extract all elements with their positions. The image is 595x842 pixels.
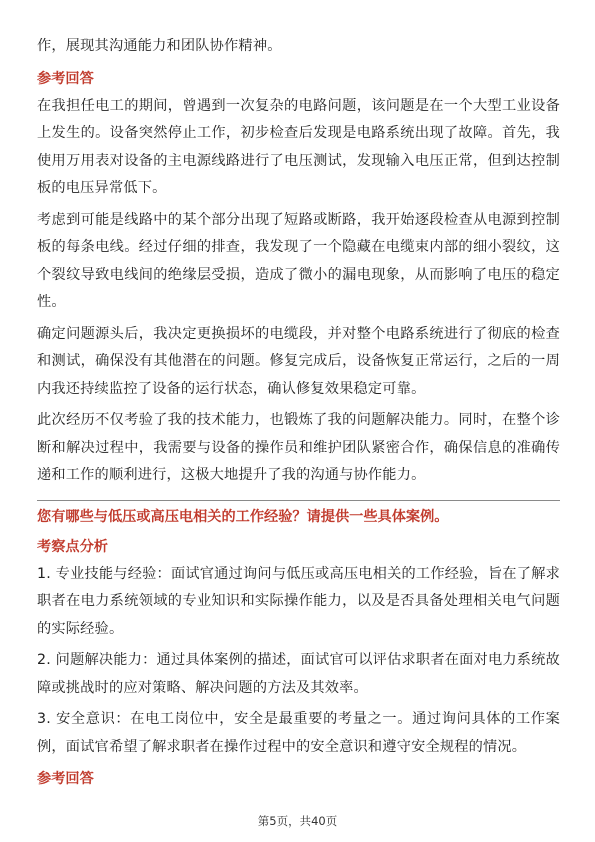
analysis-point: 3. 安全意识：在电工岗位中，安全是最重要的考量之一。通过询问具体的工作案例，面试官希望了解求职者在操作过程中的安全意识和遵守安全规程的情况。 [37,711,560,755]
analysis-point: 2. 问题解决能力：通过具体案例的描述，面试官可以评估求职者在面对电力系统故障或挑战时的应对策略、解决问题的方法及其效率。 [37,652,560,696]
page-content [37,33,560,793]
intro-line: 作，展现其沟通能力和团队协作精神。 [37,38,282,54]
analysis-point: 1. 专业技能与经验：面试官通过询问与低压或高压电相关的工作经验，旨在了解求职者在电力系统领域的专业知识和实际操作能力，以及是否具备处理相关电气问题的实际经验。 [37,565,560,637]
answer-heading: 参考回答 [37,70,94,87]
question-title: 您有哪些与低压或高压电相关的工作经验？请提供一些具体案例。 [37,508,449,525]
answer-heading-second: 参考回答 [37,771,94,787]
page-footer: 第5页，共40页 [257,814,338,828]
section-divider [37,500,560,501]
answer-paragraph: 确定问题源头后，我决定更换损坏的电缆段，并对整个电路系统进行了彻底的检查和测试，确保没有其他潜在的问题。修复完成后，设备恢复正常运行，之后的一周内我还持续监控了设备的运行状态，确认修复效果稳定可靠。 [37,325,560,397]
analysis-heading: 考察点分析 [37,538,108,555]
answer-paragraph: 在我担任电工的期间，曾遇到一次复杂的电路问题，该问题是在一个大型工业设备上发生的。设备突然停止工作，初步检查后发现是电路系统出现了故障。首先，我使用万用表对设备的主电源线路进行了电压测试，发现输入电压正常，但到达控制板的电压异常低下。 [37,97,560,196]
answer-paragraph: 考虑到可能是线路中的某个部分出现了短路或断路，我开始逐段检查从电源到控制板的每条电线。经过仔细的排查，我发现了一个隐藏在电缆束内部的细小裂纹，这个裂纹导致电线间的绝缘层受损，造成了微小的漏电现象，从而影响了电压的稳定性。 [37,211,560,310]
answer-paragraph: 此次经历不仅考验了我的技术能力，也锻炼了我的问题解决能力。同时，在整个诊断和解决过程中，我需要与设备的操作员和维护团队紧密合作，确保信息的准确传递和工作的顺利进行，这极大地提升了我的沟通与协作能力。 [37,412,560,483]
